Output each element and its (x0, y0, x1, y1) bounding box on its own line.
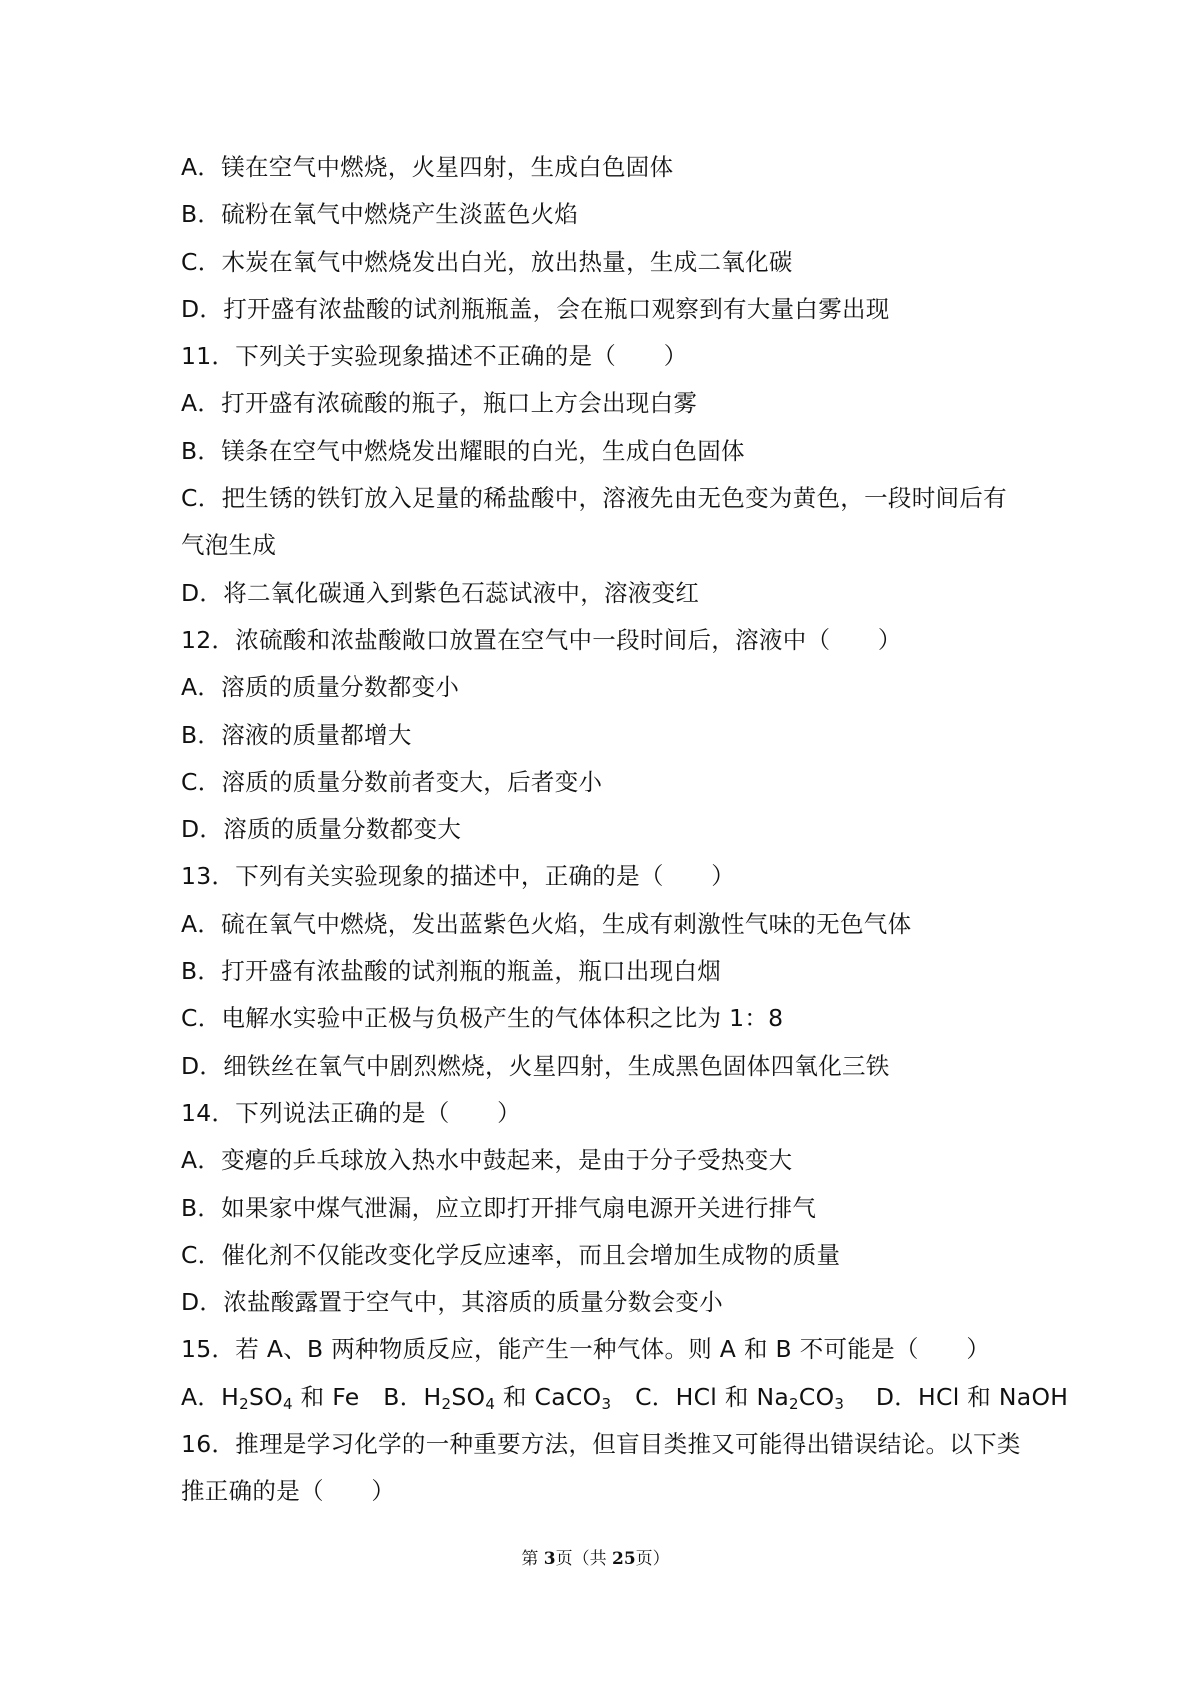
text-line: A．变瘪的乒乓球放入热水中鼓起来，是由于分子受热变大 (181, 1146, 793, 1175)
text-line: C．木炭在氧气中燃烧发出白光，放出热量，生成二氧化碳 (181, 247, 793, 276)
footer-prefix: 第 (521, 1549, 544, 1569)
subscript: 2 (441, 1394, 452, 1413)
subscript: 3 (834, 1394, 845, 1413)
question-15-options (181, 1374, 1069, 1421)
option-text: SO (451, 1382, 486, 1411)
text-line: 气泡生成 (181, 531, 277, 560)
text-line: B．镁条在空气中燃烧发出耀眼的白光，生成白色固体 (181, 436, 745, 465)
question-15-stem: 15．若 A、B 两种物质反应，能产生一种气体。则 A 和 B 不可能是（ ） (181, 1335, 991, 1364)
subscript: 4 (485, 1394, 496, 1413)
text-line: D．溶质的质量分数都变大 (181, 815, 462, 844)
text-line: C．电解水实验中正极与负极产生的气体体积之比为 1：8 (181, 1004, 784, 1033)
option-text: A．H (181, 1382, 240, 1411)
text-line: A．打开盛有浓硫酸的瓶子，瓶口上方会出现白雾 (181, 389, 698, 418)
text-line: A．硫在氧气中燃烧，发出蓝紫色火焰，生成有刺激性气味的无色气体 (181, 909, 912, 938)
footer-total-pages: 25 (611, 1549, 636, 1569)
footer-page-number: 3 (543, 1549, 556, 1569)
text-line: 推正确的是（ ） (181, 1477, 396, 1506)
question-11-stem: 11．下列关于实验现象描述不正确的是（ ） (181, 342, 688, 371)
option-text: 和 CaCO (495, 1382, 602, 1411)
question-text (181, 144, 1069, 1516)
page-footer (0, 1544, 1191, 1569)
footer-suffix: 页） (635, 1549, 670, 1569)
option-text: SO (249, 1382, 284, 1411)
option-text: D．HCl 和 NaOH (844, 1382, 1069, 1411)
text-line: C．溶质的质量分数前者变大，后者变小 (181, 767, 603, 796)
text-line: C．把生锈的铁钉放入足量的稀盐酸中，溶液先由无色变为黄色，一段时间后有 (181, 484, 1007, 513)
option-text: CO (798, 1382, 835, 1411)
text-line: D．将二氧化碳通入到紫色石蕊试液中，溶液变红 (181, 578, 700, 607)
subscript: 4 (283, 1394, 293, 1413)
text-line: B．硫粉在氧气中燃烧产生淡蓝色火焰 (181, 200, 579, 229)
question-16-stem: 16．推理是学习化学的一种重要方法，但盲目类推又可能得出错误结论。以下类 (181, 1430, 1021, 1459)
subscript: 2 (239, 1394, 249, 1413)
question-14-stem: 14．下列说法正确的是（ ） (181, 1098, 521, 1127)
option-text: 和 Fe B．H (292, 1382, 442, 1411)
subscript: 3 (601, 1394, 612, 1413)
text-line: C．催化剂不仅能改变化学反应速率，而且会增加生成物的质量 (181, 1240, 841, 1269)
text-line: D．打开盛有浓盐酸的试剂瓶瓶盖，会在瓶口观察到有大量白雾出现 (181, 294, 890, 323)
option-text: C．HCl 和 Na (611, 1382, 790, 1411)
text-line: A．溶质的质量分数都变小 (181, 673, 460, 702)
text-line: D．细铁丝在氧气中剧烈燃烧，火星四射，生成黑色固体四氧化三铁 (181, 1051, 890, 1080)
text-line: B．如果家中煤气泄漏，应立即打开排气扇电源开关进行排气 (181, 1193, 817, 1222)
text-line: B．溶液的质量都增大 (181, 720, 412, 749)
footer-mid: 页（共 (555, 1549, 612, 1569)
text-line: D．浓盐酸露置于空气中，其溶质的质量分数会变小 (181, 1288, 723, 1317)
subscript: 2 (789, 1394, 799, 1413)
text-line: A．镁在空气中燃烧，火星四射，生成白色固体 (181, 153, 674, 181)
text-line: B．打开盛有浓盐酸的试剂瓶的瓶盖，瓶口出现白烟 (181, 957, 722, 986)
question-13-stem: 13．下列有关实验现象的描述中，正确的是（ ） (181, 862, 736, 891)
question-12-stem: 12．浓硫酸和浓盐酸敞口放置在空气中一段时间后，溶液中（ ） (181, 625, 902, 654)
